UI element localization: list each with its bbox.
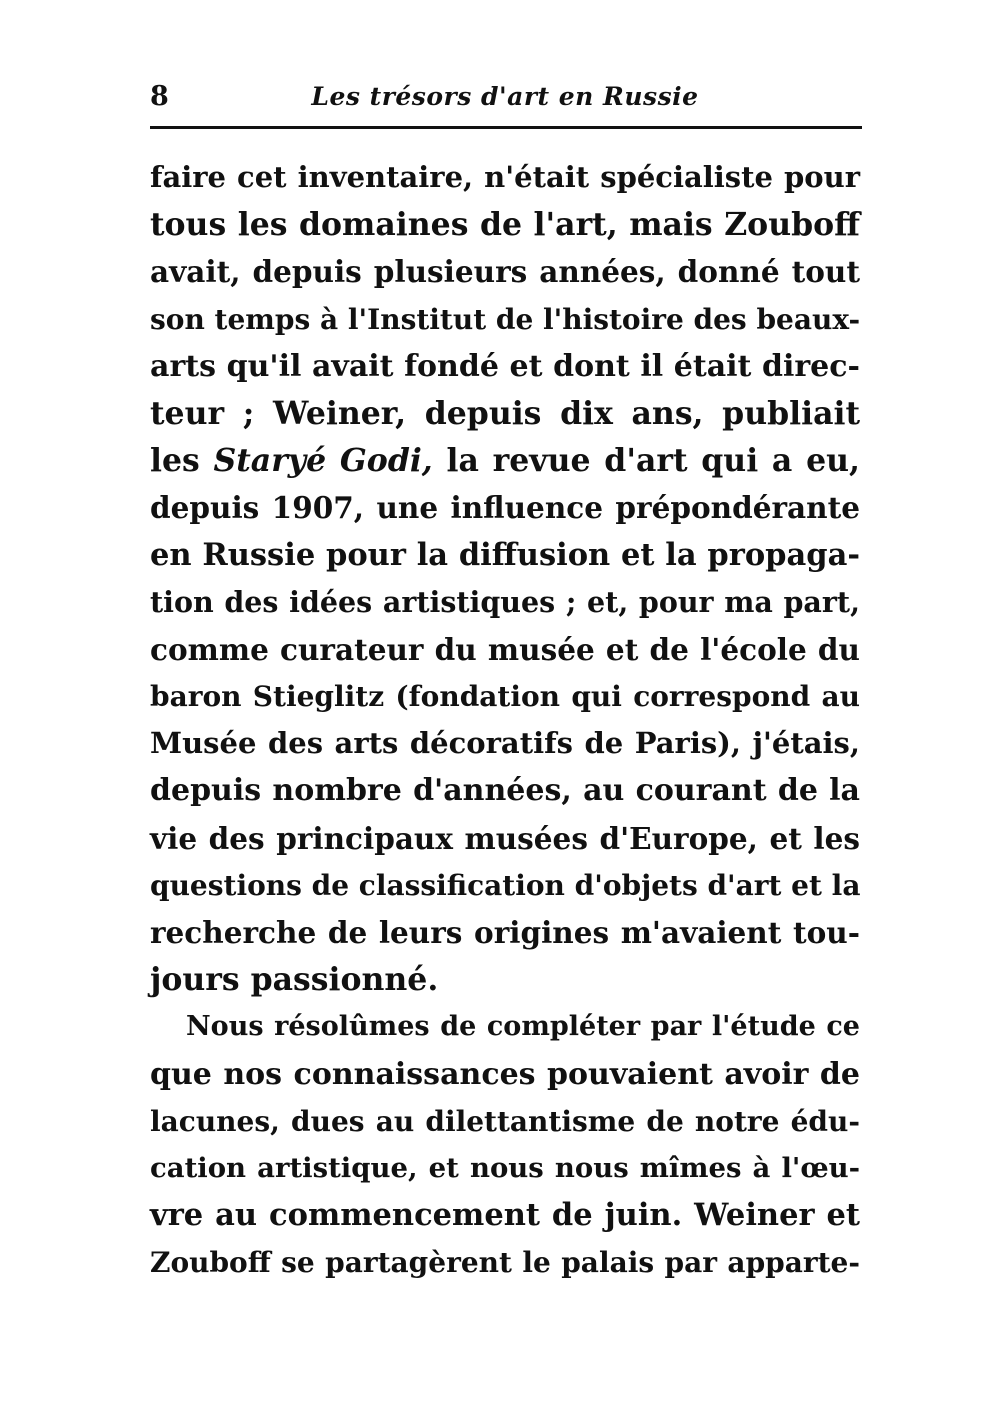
text-line: comme curateur du musée et de l'école du xyxy=(150,631,860,667)
journal-title: Staryé Godi, xyxy=(213,442,433,480)
text-line: recherche de leurs origines m'avaient tou- xyxy=(150,915,860,950)
text-line: son temps à l'Institut de l'histoire des beaux- xyxy=(150,302,861,336)
text-line: depuis 1907, une influence prépondérante xyxy=(150,490,860,526)
body-text xyxy=(150,154,860,1287)
text-line: lacunes, dues au dilettantisme de notre édu- xyxy=(150,1104,860,1138)
text-fragment: la revue d'art qui a eu, xyxy=(432,442,860,480)
text-line: teur ; Weiner, depuis dix ans, publiait xyxy=(150,394,860,432)
text-line: questions de classification d'objets d'art et la xyxy=(150,868,861,902)
text-line: cation artistique, et nous nous mîmes à l'œu- xyxy=(150,1151,860,1184)
text-line: tous les domaines de l'art, mais Zouboff xyxy=(150,206,860,244)
running-title: Les trésors d'art en Russie xyxy=(311,82,699,111)
text-line: Musée des arts décoratifs de Paris), j'étais, xyxy=(150,726,860,761)
text-line: avait, depuis plusieurs années, donné tout xyxy=(150,254,860,290)
text-line: vre au commencement de juin. Weiner et xyxy=(150,1197,860,1234)
text-line: faire cet inventaire, n'était spécialiste pour xyxy=(150,160,860,194)
header-rule xyxy=(150,126,862,129)
text-line: vie des principaux musées d'Europe, et les xyxy=(150,820,860,856)
text-line: Nous résolûmes de compléter par l'étude ce xyxy=(186,1011,860,1043)
paragraph-1 xyxy=(150,154,860,1003)
page-number: 8 xyxy=(150,81,169,112)
text-fragment: les xyxy=(150,442,214,480)
text-line-with-journal-title xyxy=(150,437,860,484)
text-line: Zouboff se partagèrent le palais par apparte- xyxy=(150,1246,860,1280)
running-head xyxy=(150,78,860,118)
text-line: baron Stieglitz (fondation qui correspond au xyxy=(150,680,860,714)
text-line: arts qu'il avait fondé et dont il était direc- xyxy=(150,348,860,384)
paragraph-2 xyxy=(150,1003,860,1286)
text-line: que nos connaissances pouvaient avoir de xyxy=(150,1056,860,1092)
text-line: tion des idées artistiques ; et, pour ma part, xyxy=(150,584,860,619)
text-line: en Russie pour la diffusion et la propaga- xyxy=(150,536,860,573)
text-line: depuis nombre d'années, au courant de la xyxy=(150,773,860,809)
text-line: jours passionné. xyxy=(150,961,439,999)
